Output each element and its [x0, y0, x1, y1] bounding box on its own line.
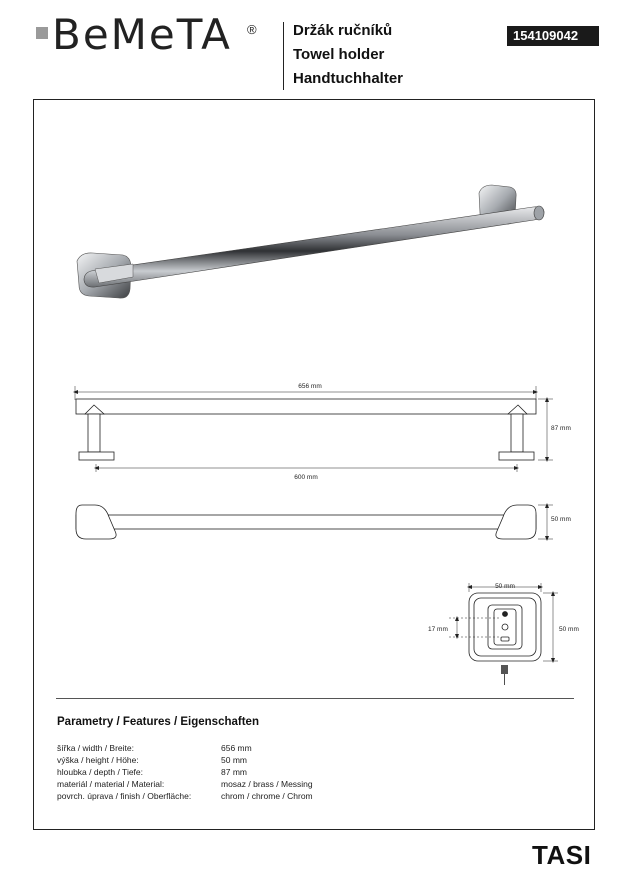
- spec-label-material: materiál / material / Material:: [57, 779, 165, 789]
- spec-value-depth: 87 mm: [221, 767, 247, 777]
- product-code-badge: 154109042: [507, 26, 599, 46]
- dim-mount-width: 50 mm: [495, 583, 515, 590]
- features-heading: Parametry / Features / Eigenschaften: [57, 716, 259, 728]
- spec-label-finish: povrch. úprava / finish / Oberfläche:: [57, 791, 192, 801]
- title-german: Handtuchhalter: [293, 70, 404, 87]
- registered-mark: ®: [247, 22, 257, 37]
- spec-label-depth: hloubka / depth / Tiefe:: [57, 767, 144, 777]
- logo-square-mark: [36, 27, 48, 39]
- spec-label-width: šířka / width / Breite:: [57, 743, 134, 753]
- spec-value-height: 50 mm: [221, 755, 247, 765]
- spec-value-finish: chrom / chrome / Chrom: [221, 791, 313, 801]
- towel-bar: [84, 207, 544, 287]
- dim-height: 87 mm: [551, 425, 571, 432]
- spec-label-height: výška / height / Höhe:: [57, 755, 139, 765]
- dim-mount-distance: 600 mm: [294, 474, 318, 481]
- mount-detail-drawing: [449, 583, 558, 685]
- brand-logo: BeMeTA: [52, 10, 232, 59]
- title-czech: Držák ručníků: [293, 22, 393, 39]
- bar-end-cap: [534, 206, 544, 220]
- spec-value-width: 656 mm: [221, 743, 252, 753]
- dim-depth: 50 mm: [551, 516, 571, 523]
- dim-hole-spacing: 17 mm: [428, 626, 448, 633]
- title-divider: [283, 22, 284, 90]
- features-divider: [56, 698, 574, 699]
- front-view-drawing: [73, 386, 553, 472]
- top-view-drawing: [76, 503, 553, 541]
- title-english: Towel holder: [293, 46, 385, 63]
- spec-value-material: mosaz / brass / Messing: [221, 779, 313, 789]
- model-name: TASI: [532, 840, 592, 870]
- technical-drawings: [33, 99, 595, 699]
- dim-mount-height: 50 mm: [559, 626, 579, 633]
- product-photo: [77, 185, 544, 298]
- dim-overall-width: 656 mm: [298, 383, 322, 390]
